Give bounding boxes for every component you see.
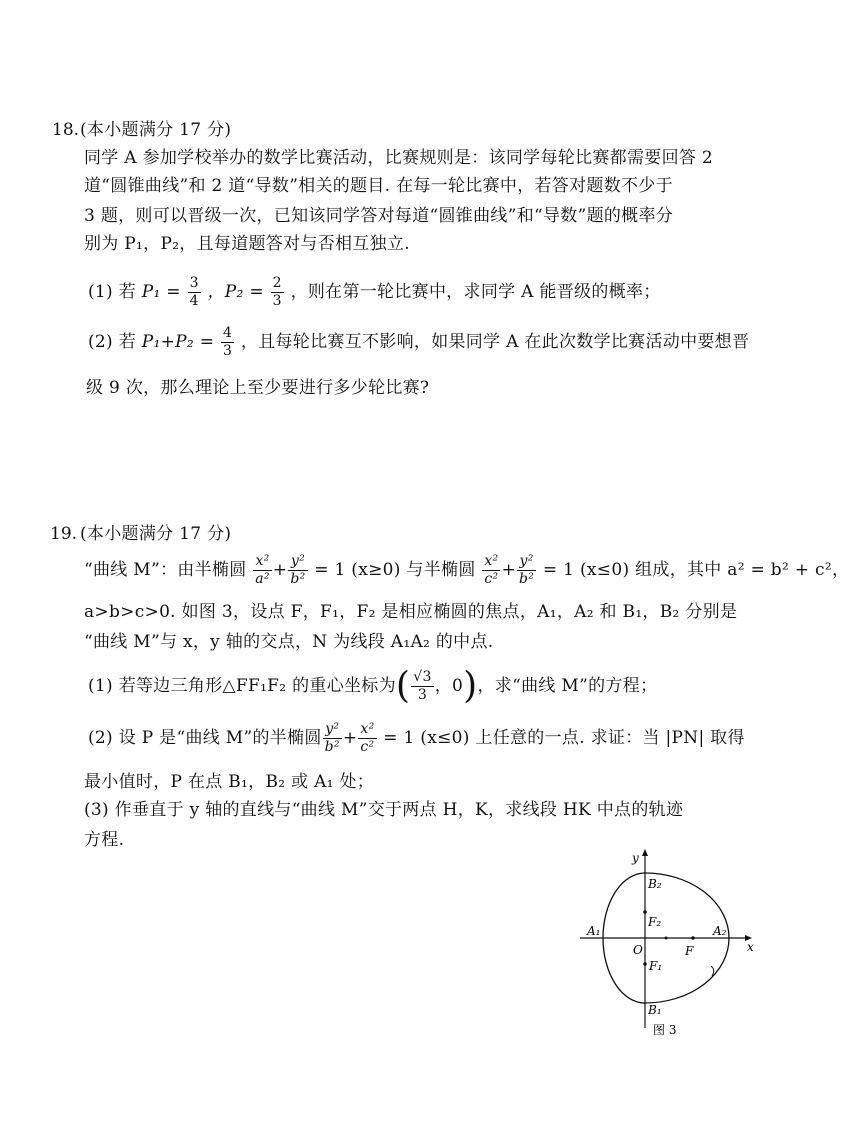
q19-part3-line1: (3) 作垂直于 y 轴的直线与“曲线 M”交于两点 H，K，求线段 HK 中点的轨迹: [84, 800, 684, 820]
q18-number: 18.: [52, 120, 80, 140]
q18-header: (本小题满分 17 分): [80, 120, 232, 140]
q18-p1-num: 3: [189, 275, 199, 291]
q19-number: 19.: [50, 524, 78, 544]
q18-intro-line-4: 别为 P₁，P₂，且每道题答对与否相互独立.: [84, 234, 410, 254]
q18-p2-fraction: [271, 275, 284, 310]
q18-p1-fraction: [188, 275, 201, 310]
q19-part2-text: 设 P 是“曲线 M”的半椭圆: [118, 728, 322, 748]
label-A1: A₁: [587, 924, 601, 938]
q19-part1: [88, 666, 657, 706]
label-B1: B₁: [648, 1003, 662, 1017]
q19-part1-label: (1): [88, 676, 113, 696]
q18-part1-rest: ，则在第一轮比赛中，求同学 A 能晋级的概率；: [290, 282, 661, 302]
figure-caption: 图 3: [653, 1023, 677, 1037]
q18-p2-num: 2: [272, 275, 282, 291]
q18-p2-den: 3: [272, 293, 282, 309]
q18-sum-den: 3: [222, 343, 233, 359]
point-F: [691, 936, 695, 940]
q19-part1-lparen: (: [395, 665, 411, 707]
point-F2: [643, 910, 647, 914]
label-F2: F₂: [648, 915, 662, 929]
q19-part1-den: 3: [417, 687, 428, 703]
y-axis-arrow-icon: [642, 849, 648, 856]
q19-part1-zero: ，0: [434, 676, 464, 696]
point-F1: [643, 962, 647, 966]
q19-part3-line2: 方程.: [84, 830, 125, 850]
q19-part2-tail: = 1 (x≤0) 上任意的一点. 求证：当 |PN| 取得: [383, 728, 745, 748]
q18-intro-line-1: 同学 A 参加学校举办的数学比赛活动，比赛规则是：该同学每轮比赛都需要回答 2: [84, 148, 714, 168]
q19-part1-sqrt: √3: [413, 669, 432, 685]
q19-e2-y-num: y²: [517, 553, 536, 571]
q19-part2-x-num: x²: [360, 721, 375, 737]
label-x: x: [747, 940, 754, 954]
q18-sum-fraction: [221, 325, 234, 360]
q18-part2: [88, 322, 749, 362]
q19-e1-y-num: y²: [288, 553, 307, 571]
figure-3: [575, 848, 765, 1038]
label-y: y: [632, 851, 639, 865]
q19-e2-x-fraction: [482, 553, 500, 588]
q19-intro-line-2: a>b>c>0. 如图 3，设点 F，F₁，F₂ 是相应椭圆的焦点，A₁，A₂ 和 B₁，B₂ 分别是: [84, 602, 738, 622]
q19-part2-line2: 最小值时，P 在点 B₁，B₂ 或 A₁ 处；: [84, 772, 375, 792]
q19-e1-x-num: x²: [253, 553, 272, 571]
q19-e1-tail: = 1 (x≥0) 与半椭圆: [314, 560, 476, 580]
q18-part2-ruo: 若: [118, 332, 137, 352]
label-B2: B₂: [648, 877, 662, 891]
q19-part2-x-fraction: [358, 721, 376, 756]
q19-e1-y-fraction: [288, 553, 307, 588]
q19-part2: (2) 设 P 是“曲线 M”的半椭圆 $\frac{\text{y²}}{\text{b²}}$ + $\frac{\text{x²}}{\text{c²}}$ = 1 (x≤0) 上任意的一点. 求证：当 |PN| 取得: [88, 721, 745, 755]
q18-p1-eq: P₁ =: [141, 282, 181, 302]
q18-p1-den: 4: [189, 293, 199, 309]
label-F1: F₁: [649, 959, 663, 973]
curve-m-marker: [711, 966, 714, 976]
q19-part2-y-fraction: [323, 721, 342, 756]
label-F: F: [685, 944, 694, 958]
q19-e2-y-fraction: [517, 553, 536, 588]
q19-part1-fraction: [411, 669, 433, 704]
q18-sum-num: 4: [222, 325, 233, 341]
point-N: [665, 937, 668, 940]
q19-header: (本小题满分 17 分): [80, 524, 232, 544]
q18-part1-label: (1): [88, 282, 113, 302]
q19-part1-rest: ，求“曲线 M”的方程；: [477, 676, 658, 696]
label-O: O: [633, 943, 643, 957]
label-A2: A₂: [713, 924, 727, 938]
q18-p2-eq: ，P₂ =: [207, 282, 264, 302]
q19-part1-text: 若等边三角形△FF₁F₂ 的重心坐标为: [118, 676, 396, 696]
q19-part2-x-den: c²: [360, 739, 375, 755]
q19-e2-x-den: c²: [484, 571, 499, 587]
q18-part2-rest: ，且每轮比赛互不影响，如果同学 A 在此次数学比赛活动中要想晋: [240, 332, 750, 352]
q19-part2-y-num: y²: [323, 721, 342, 739]
q19-intro-lead: “曲线 M”：由半椭圆: [84, 560, 247, 580]
q19-part1-rparen: ): [463, 665, 478, 707]
q19-e1-x-den: a²: [255, 571, 270, 587]
q19-intro-line-3: “曲线 M”与 x，y 轴的交点，N 为线段 A₁A₂ 的中点.: [84, 632, 494, 652]
q18-part1-ruo: 若: [118, 282, 137, 302]
q19-e1-x-fraction: [253, 553, 272, 588]
q18-sum-eq: P₁+P₂ =: [141, 332, 215, 352]
q19-part2-y-den: b²: [324, 739, 340, 755]
q19-e2-x-num: x²: [484, 553, 499, 569]
q18-intro-line-3: 3 题，则可以晋级一次，已知该同学答对每道“圆锥曲线”和“导数”题的概率分: [84, 206, 674, 226]
q19-part2-label: (2): [88, 728, 113, 748]
q19-intro-line-1: “曲线 M”：由半椭圆 $\frac{\text{x²}}{\text{a²}}$ + $\frac{\text{y²}}{\text{b²}}$ = 1 (x≥0) 与半椭圆 $\frac{\text{x²}}{\text{c²}}$ + $\frac{\text{y²}}{\text{b²}}$ = 1 (x≤0) 组成，其中 a² = b² + c²，: [84, 553, 849, 587]
q18-part2-label: (2): [88, 332, 113, 352]
q18-part2-line2: 级 9 次，那么理论上至少要进行多少轮比赛?: [86, 378, 430, 398]
q19-e2-y-den: b²: [519, 571, 535, 587]
q19-e1-y-den: b²: [290, 571, 306, 587]
q19-e2-tail: = 1 (x≤0) 组成，其中 a² = b² + c²，: [542, 560, 849, 580]
q18-part1: [88, 272, 661, 312]
q18-intro-line-2: 道“圆锥曲线”和 2 道“导数”相关的题目. 在每一轮比赛中，若答对题数不少于: [84, 176, 673, 196]
